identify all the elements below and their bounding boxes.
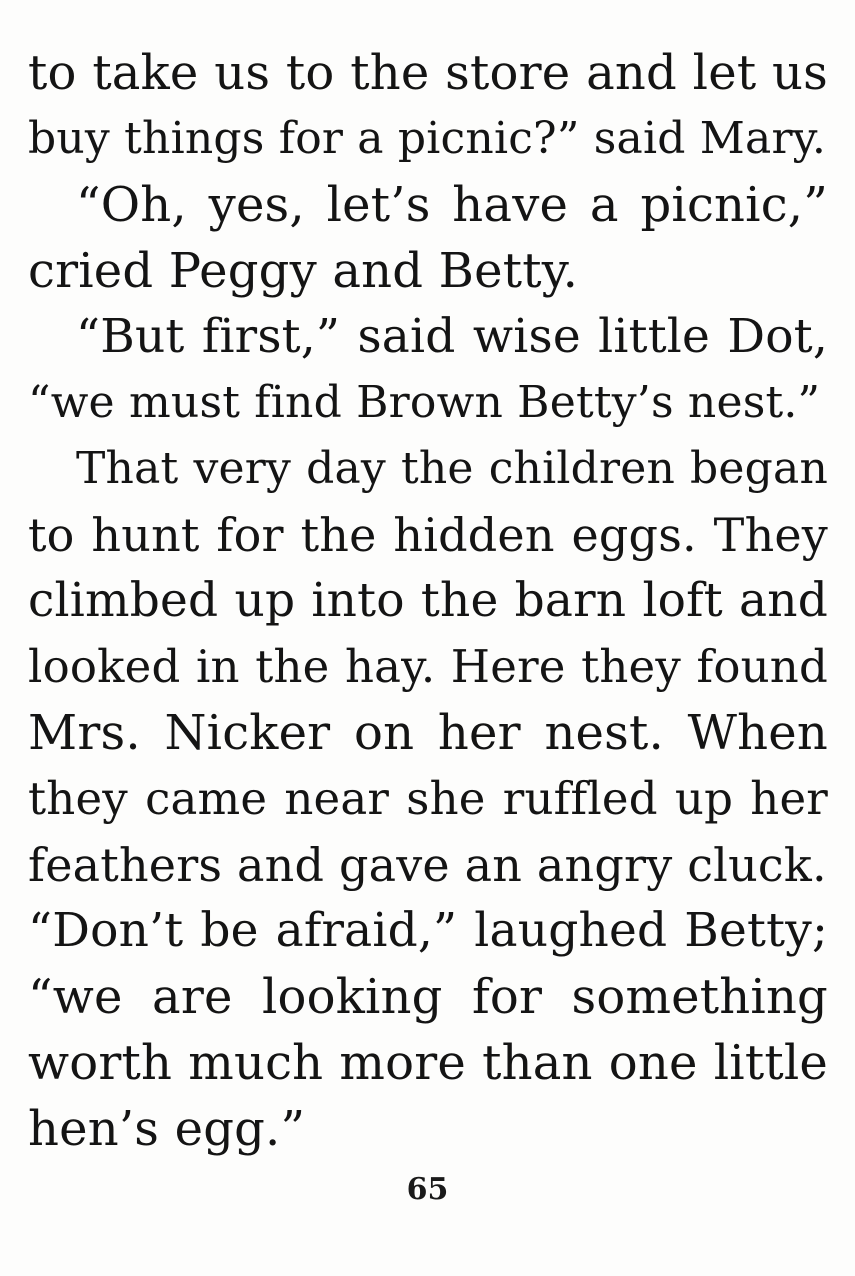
- text-line: hen’s egg.”: [28, 1101, 306, 1157]
- body-text: [28, 40, 828, 1162]
- page-number: 65: [406, 1172, 449, 1207]
- text-line: cried Peggy and Betty.: [28, 243, 579, 299]
- text-line: “Don’t be afraid,” laughed Betty;: [28, 903, 828, 958]
- text-line: they came near she ruffled up her: [28, 772, 828, 825]
- text-line: “we must find Brown Betty’s nest.”: [28, 377, 821, 428]
- text-line: climbed up into the barn loft and: [28, 573, 828, 628]
- text-line: to hunt for the hidden eggs. They: [28, 508, 828, 562]
- text-line: “we are looking for something: [28, 969, 828, 1025]
- text-line: feathers and gave an angry cluck.: [28, 838, 827, 892]
- text-line: to take us to the store and let us: [28, 45, 828, 101]
- text-line: “Oh, yes, let’s have a picnic,”: [76, 177, 828, 233]
- text-line: Mrs. Nicker on her nest. When: [28, 705, 828, 761]
- text-line: buy things for a picnic?” said Mary.: [28, 113, 827, 164]
- text-line: “But first,” said wise little Dot,: [76, 309, 828, 364]
- text-line: worth much more than one little: [28, 1035, 828, 1091]
- text-line: looked in the hay. Here they found: [28, 640, 828, 693]
- text-line: That very day the children began: [76, 443, 828, 494]
